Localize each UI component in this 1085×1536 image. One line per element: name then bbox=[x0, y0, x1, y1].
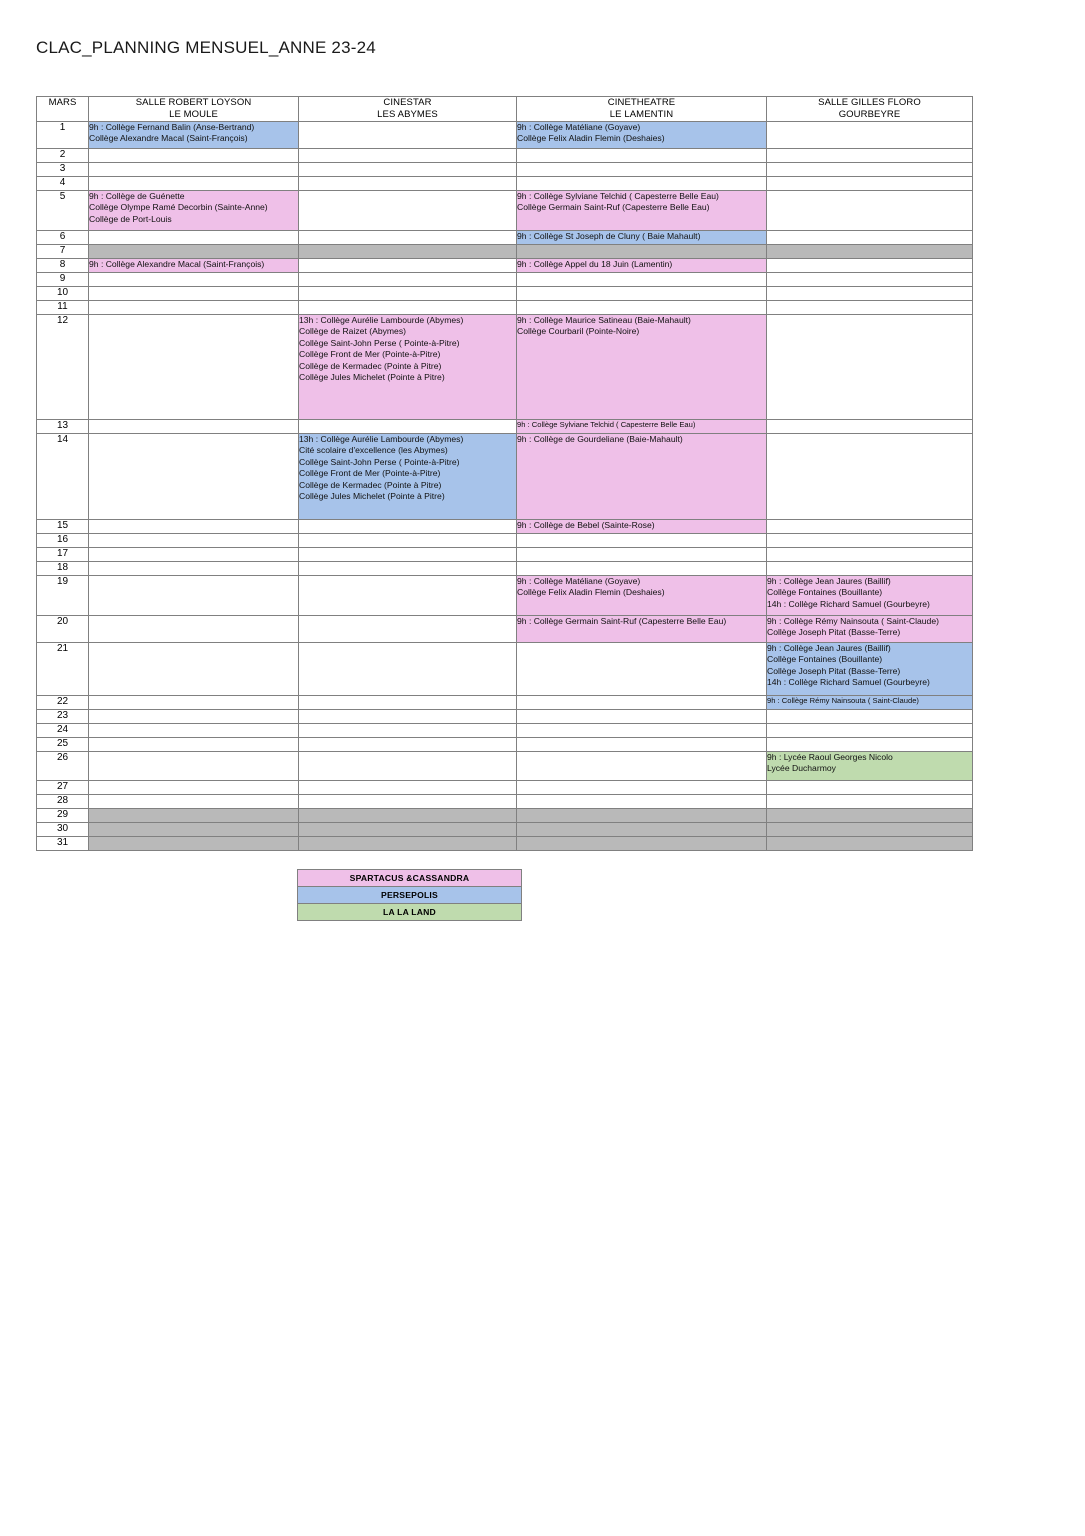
schedule-cell bbox=[89, 616, 299, 643]
schedule-cell bbox=[89, 809, 299, 823]
schedule-cell bbox=[767, 534, 973, 548]
schedule-cell bbox=[89, 562, 299, 576]
schedule-entry: Collège Felix Aladin Flemin (Deshaies) bbox=[517, 587, 665, 598]
table-row bbox=[37, 534, 973, 548]
table-row bbox=[37, 163, 973, 177]
day-number: 1 bbox=[37, 122, 89, 149]
schedule-cell bbox=[517, 738, 767, 752]
table-row bbox=[37, 287, 973, 301]
schedule-entry: Collège Jules Michelet (Pointe à Pitre) bbox=[299, 491, 445, 502]
schedule-cell bbox=[517, 696, 767, 710]
schedule-cell bbox=[767, 738, 973, 752]
schedule-cell bbox=[89, 576, 299, 616]
table-row bbox=[37, 837, 973, 851]
legend-label: LA LA LAND bbox=[298, 904, 522, 921]
table-row bbox=[37, 795, 973, 809]
schedule-cell bbox=[89, 724, 299, 738]
schedule-cell bbox=[767, 643, 973, 696]
schedule-entry: 9h : Collège de Gourdeliane (Baie-Mahault) bbox=[517, 434, 683, 444]
planning-table bbox=[36, 96, 973, 851]
schedule-entry: 9h : Collège Appel du 18 Juin (Lamentin) bbox=[517, 259, 673, 269]
schedule-cell bbox=[517, 434, 767, 520]
schedule-cell bbox=[299, 315, 517, 420]
venue-1-line2: LE MOULE bbox=[169, 109, 218, 120]
schedule-cell bbox=[89, 315, 299, 420]
schedule-cell bbox=[767, 795, 973, 809]
schedule-entry: 9h : Collège Jean Jaures (Baillif) bbox=[767, 643, 891, 653]
schedule-cell bbox=[89, 191, 299, 231]
schedule-entry: 9h : Collège Germain Saint-Ruf (Capesterre Belle Eau) bbox=[517, 616, 727, 626]
day-number: 26 bbox=[37, 752, 89, 781]
schedule-cell bbox=[299, 301, 517, 315]
schedule-entry: Collège Saint-John Perse ( Pointe-à-Pitre) bbox=[299, 337, 460, 348]
schedule-cell bbox=[299, 752, 517, 781]
schedule-cell bbox=[517, 724, 767, 738]
schedule-cell bbox=[299, 163, 517, 177]
day-number: 18 bbox=[37, 562, 89, 576]
legend-row bbox=[298, 870, 522, 887]
day-number: 25 bbox=[37, 738, 89, 752]
day-number: 16 bbox=[37, 534, 89, 548]
schedule-cell bbox=[89, 548, 299, 562]
schedule-cell bbox=[299, 823, 517, 837]
schedule-cell bbox=[767, 434, 973, 520]
table-row bbox=[37, 245, 973, 259]
schedule-cell bbox=[299, 122, 517, 149]
table-row bbox=[37, 231, 973, 245]
table-row bbox=[37, 576, 973, 616]
schedule-entry: Collège Courbaril (Pointe-Noire) bbox=[517, 326, 640, 337]
table-row bbox=[37, 434, 973, 520]
schedule-cell bbox=[767, 548, 973, 562]
schedule-cell bbox=[299, 245, 517, 259]
schedule-entry: Collège Germain Saint-Ruf (Capesterre Belle Eau) bbox=[517, 202, 710, 213]
schedule-cell bbox=[299, 781, 517, 795]
schedule-cell bbox=[767, 259, 973, 273]
schedule-cell bbox=[517, 781, 767, 795]
legend-label: SPARTACUS &CASSANDRA bbox=[298, 870, 522, 887]
day-number: 27 bbox=[37, 781, 89, 795]
schedule-cell bbox=[299, 259, 517, 273]
schedule-cell bbox=[89, 434, 299, 520]
day-number: 29 bbox=[37, 809, 89, 823]
schedule-cell bbox=[517, 259, 767, 273]
schedule-cell bbox=[767, 781, 973, 795]
schedule-entry: 13h : Collège Aurélie Lambourde (Abymes) bbox=[299, 434, 464, 444]
schedule-entry: 9h : Collège Sylviane Telchid ( Capesterre Belle Eau) bbox=[517, 420, 696, 429]
venue-4-line2: GOURBEYRE bbox=[838, 109, 901, 120]
schedule-cell bbox=[89, 837, 299, 851]
schedule-cell bbox=[89, 752, 299, 781]
schedule-cell bbox=[767, 122, 973, 149]
table-row bbox=[37, 191, 973, 231]
day-number: 5 bbox=[37, 191, 89, 231]
schedule-cell bbox=[299, 643, 517, 696]
page-title: CLAC_PLANNING MENSUEL_ANNE 23-24 bbox=[36, 38, 376, 57]
schedule-cell bbox=[89, 534, 299, 548]
schedule-cell bbox=[517, 809, 767, 823]
schedule-cell bbox=[299, 696, 517, 710]
schedule-cell bbox=[767, 837, 973, 851]
table-row bbox=[37, 149, 973, 163]
schedule-cell bbox=[767, 420, 973, 434]
schedule-cell bbox=[517, 177, 767, 191]
column-header-venue-2 bbox=[299, 97, 517, 122]
schedule-entry: 14h : Collège Richard Samuel (Gourbeyre) bbox=[767, 677, 930, 688]
schedule-cell bbox=[517, 245, 767, 259]
schedule-cell bbox=[89, 259, 299, 273]
table-row bbox=[37, 520, 973, 534]
schedule-cell bbox=[517, 752, 767, 781]
schedule-cell bbox=[299, 420, 517, 434]
schedule-entry: Collège Felix Aladin Flemin (Deshaies) bbox=[517, 133, 665, 144]
schedule-cell bbox=[767, 724, 973, 738]
schedule-entry: Collège Joseph Pitat (Basse-Terre) bbox=[767, 665, 901, 676]
schedule-cell bbox=[767, 191, 973, 231]
schedule-entry: 9h : Collège Maurice Satineau (Baie-Mahault) bbox=[517, 315, 691, 325]
legend-table bbox=[297, 869, 522, 921]
schedule-cell bbox=[767, 616, 973, 643]
schedule-cell bbox=[299, 534, 517, 548]
schedule-cell bbox=[767, 823, 973, 837]
schedule-cell bbox=[89, 710, 299, 724]
schedule-entry: 9h : Collège Alexandre Macal (Saint-François) bbox=[89, 259, 265, 269]
schedule-cell bbox=[299, 576, 517, 616]
schedule-cell bbox=[89, 287, 299, 301]
schedule-cell bbox=[767, 562, 973, 576]
legend-row bbox=[298, 887, 522, 904]
schedule-cell bbox=[89, 245, 299, 259]
table-row bbox=[37, 781, 973, 795]
schedule-entry: 9h : Collège Jean Jaures (Baillif) bbox=[767, 576, 891, 586]
schedule-cell bbox=[299, 724, 517, 738]
day-number: 31 bbox=[37, 837, 89, 851]
schedule-entry: Collège Olympe Ramé Decorbin (Sainte-Anne) bbox=[89, 202, 268, 213]
day-number: 20 bbox=[37, 616, 89, 643]
schedule-cell bbox=[89, 149, 299, 163]
schedule-entry: 9h : Collège de Guénette bbox=[89, 191, 185, 201]
schedule-entry: Lycée Ducharmoy bbox=[767, 763, 836, 774]
schedule-cell bbox=[299, 738, 517, 752]
schedule-cell bbox=[517, 795, 767, 809]
schedule-cell bbox=[517, 616, 767, 643]
schedule-cell bbox=[517, 420, 767, 434]
schedule-cell bbox=[299, 149, 517, 163]
schedule-entry: Collège Front de Mer (Pointe-à-Pitre) bbox=[299, 349, 441, 360]
day-number: 9 bbox=[37, 273, 89, 287]
schedule-cell bbox=[89, 738, 299, 752]
schedule-cell bbox=[299, 231, 517, 245]
schedule-cell bbox=[299, 616, 517, 643]
table-row bbox=[37, 420, 973, 434]
schedule-entry: Collège Saint-John Perse ( Pointe-à-Pitre) bbox=[299, 456, 460, 467]
schedule-entry: 9h : Collège Matéliane (Goyave) bbox=[517, 576, 641, 586]
day-number: 14 bbox=[37, 434, 89, 520]
table-row bbox=[37, 259, 973, 273]
schedule-cell bbox=[299, 191, 517, 231]
table-row bbox=[37, 643, 973, 696]
schedule-cell bbox=[767, 809, 973, 823]
venue-1-line1: SALLE ROBERT LOYSON bbox=[135, 97, 252, 108]
schedule-entry: Collège Fontaines (Bouillante) bbox=[767, 587, 883, 598]
day-number: 17 bbox=[37, 548, 89, 562]
day-number: 19 bbox=[37, 576, 89, 616]
day-number: 24 bbox=[37, 724, 89, 738]
table-row bbox=[37, 696, 973, 710]
day-number: 8 bbox=[37, 259, 89, 273]
legend-label: PERSEPOLIS bbox=[298, 887, 522, 904]
schedule-cell bbox=[517, 562, 767, 576]
schedule-cell bbox=[767, 287, 973, 301]
legend-row bbox=[298, 904, 522, 921]
schedule-cell bbox=[299, 562, 517, 576]
table-row bbox=[37, 710, 973, 724]
schedule-entry: Collège Alexandre Macal (Saint-François) bbox=[89, 133, 248, 144]
schedule-cell bbox=[767, 752, 973, 781]
table-row bbox=[37, 177, 973, 191]
schedule-entry: Collège de Kermadec (Pointe à Pitre) bbox=[299, 479, 442, 490]
day-number: 3 bbox=[37, 163, 89, 177]
table-body bbox=[37, 122, 973, 851]
day-number: 22 bbox=[37, 696, 89, 710]
schedule-cell bbox=[89, 420, 299, 434]
table-row bbox=[37, 738, 973, 752]
schedule-cell bbox=[767, 177, 973, 191]
schedule-cell bbox=[89, 273, 299, 287]
schedule-cell bbox=[517, 710, 767, 724]
schedule-cell bbox=[299, 837, 517, 851]
schedule-cell bbox=[517, 231, 767, 245]
schedule-cell bbox=[299, 273, 517, 287]
schedule-entry: Collège de Port-Louis bbox=[89, 213, 172, 224]
table-row bbox=[37, 301, 973, 315]
schedule-cell bbox=[517, 837, 767, 851]
column-header-venue-4 bbox=[767, 97, 973, 122]
venue-3-line2: LE LAMENTIN bbox=[609, 109, 674, 120]
venue-3-line1: CINETHEATRE bbox=[607, 97, 676, 108]
day-number: 13 bbox=[37, 420, 89, 434]
schedule-cell bbox=[299, 809, 517, 823]
schedule-cell bbox=[767, 301, 973, 315]
schedule-cell bbox=[767, 520, 973, 534]
schedule-entry: Collège Jules Michelet (Pointe à Pitre) bbox=[299, 372, 445, 383]
day-number: 21 bbox=[37, 643, 89, 696]
table-row bbox=[37, 562, 973, 576]
schedule-cell bbox=[767, 163, 973, 177]
table-row bbox=[37, 809, 973, 823]
schedule-cell bbox=[517, 520, 767, 534]
schedule-entry: Collège de Kermadec (Pointe à Pitre) bbox=[299, 360, 442, 371]
schedule-cell bbox=[89, 795, 299, 809]
schedule-entry: 9h : Collège Rémy Nainsouta ( Saint-Claude) bbox=[767, 616, 939, 626]
schedule-cell bbox=[517, 287, 767, 301]
column-header-month: MARS bbox=[37, 97, 89, 122]
schedule-cell bbox=[299, 795, 517, 809]
schedule-cell bbox=[767, 710, 973, 724]
table-header bbox=[37, 97, 973, 122]
day-number: 10 bbox=[37, 287, 89, 301]
day-number: 7 bbox=[37, 245, 89, 259]
day-number: 4 bbox=[37, 177, 89, 191]
table-row bbox=[37, 273, 973, 287]
table-row bbox=[37, 823, 973, 837]
schedule-entry: Cité scolaire d'excellence (les Abymes) bbox=[299, 445, 448, 456]
schedule-entry: 9h : Collège St Joseph de Cluny ( Baie Mahault) bbox=[517, 231, 701, 241]
schedule-cell bbox=[517, 191, 767, 231]
table-row bbox=[37, 548, 973, 562]
schedule-cell bbox=[767, 696, 973, 710]
table-row bbox=[37, 752, 973, 781]
schedule-cell bbox=[299, 548, 517, 562]
schedule-cell bbox=[299, 434, 517, 520]
schedule-cell bbox=[299, 177, 517, 191]
day-number: 6 bbox=[37, 231, 89, 245]
schedule-cell bbox=[767, 576, 973, 616]
schedule-cell bbox=[767, 149, 973, 163]
schedule-cell bbox=[89, 823, 299, 837]
venue-2-line1: CINESTAR bbox=[383, 97, 432, 108]
schedule-entry: 9h : Collège Matéliane (Goyave) bbox=[517, 122, 641, 132]
schedule-cell bbox=[517, 823, 767, 837]
schedule-cell bbox=[517, 643, 767, 696]
schedule-cell bbox=[517, 548, 767, 562]
venue-4-line1: SALLE GILLES FLORO bbox=[818, 97, 921, 108]
schedule-entry: 9h : Collège de Bebel (Sainte-Rose) bbox=[517, 520, 655, 530]
day-number: 23 bbox=[37, 710, 89, 724]
schedule-cell bbox=[89, 301, 299, 315]
schedule-cell bbox=[89, 231, 299, 245]
schedule-entry: 9h : Collège Rémy Nainsouta ( Saint-Claude) bbox=[767, 696, 919, 705]
schedule-cell bbox=[517, 149, 767, 163]
day-number: 12 bbox=[37, 315, 89, 420]
header-row bbox=[37, 97, 973, 122]
day-number: 2 bbox=[37, 149, 89, 163]
schedule-entry: 9h : Collège Sylviane Telchid ( Capesterre Belle Eau) bbox=[517, 191, 719, 201]
column-header-venue-1 bbox=[89, 97, 299, 122]
schedule-cell bbox=[517, 122, 767, 149]
schedule-cell bbox=[299, 287, 517, 301]
schedule-cell bbox=[517, 315, 767, 420]
table-row bbox=[37, 315, 973, 420]
schedule-entry: Collège Front de Mer (Pointe-à-Pitre) bbox=[299, 468, 441, 479]
schedule-cell bbox=[89, 643, 299, 696]
schedule-entry: Collège Joseph Pitat (Basse-Terre) bbox=[767, 627, 901, 638]
schedule-cell bbox=[89, 163, 299, 177]
schedule-cell bbox=[767, 273, 973, 287]
schedule-cell bbox=[89, 781, 299, 795]
day-number: 28 bbox=[37, 795, 89, 809]
schedule-entry: 14h : Collège Richard Samuel (Gourbeyre) bbox=[767, 598, 930, 609]
schedule-entry: 9h : Collège Fernand Balin (Anse-Bertrand) bbox=[89, 122, 255, 132]
schedule-entry: Collège Fontaines (Bouillante) bbox=[767, 654, 883, 665]
schedule-entry: 13h : Collège Aurélie Lambourde (Abymes) bbox=[299, 315, 464, 325]
column-header-venue-3 bbox=[517, 97, 767, 122]
schedule-cell bbox=[89, 520, 299, 534]
schedule-cell bbox=[517, 273, 767, 287]
schedule-cell bbox=[767, 245, 973, 259]
schedule-cell bbox=[517, 301, 767, 315]
schedule-cell bbox=[299, 520, 517, 534]
schedule-cell bbox=[299, 710, 517, 724]
schedule-cell bbox=[89, 177, 299, 191]
table-row bbox=[37, 616, 973, 643]
schedule-entry: 9h : Lycée Raoul Georges Nicolo bbox=[767, 752, 893, 762]
schedule-cell bbox=[517, 576, 767, 616]
day-number: 11 bbox=[37, 301, 89, 315]
table-row bbox=[37, 724, 973, 738]
venue-2-line2: LES ABYMES bbox=[377, 109, 438, 120]
schedule-cell bbox=[89, 696, 299, 710]
schedule-cell bbox=[89, 122, 299, 149]
schedule-cell bbox=[767, 315, 973, 420]
day-number: 30 bbox=[37, 823, 89, 837]
schedule-cell bbox=[517, 163, 767, 177]
schedule-cell bbox=[767, 231, 973, 245]
schedule-entry: Collège de Raizet (Abymes) bbox=[299, 326, 406, 337]
table-row bbox=[37, 122, 973, 149]
schedule-cell bbox=[517, 534, 767, 548]
day-number: 15 bbox=[37, 520, 89, 534]
